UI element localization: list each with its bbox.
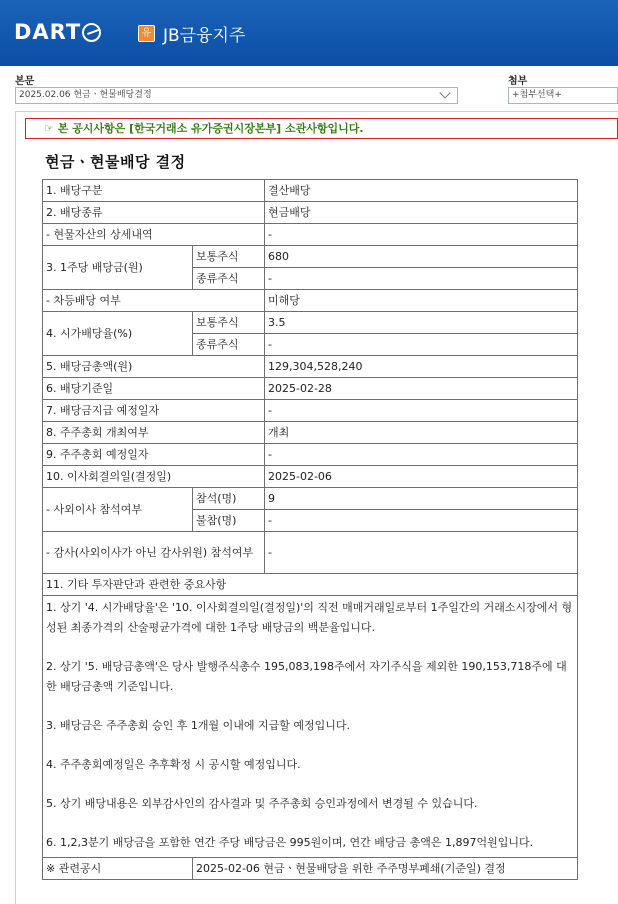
row-label: 11. 기타 투자판단과 관련한 중요사항 xyxy=(43,574,578,596)
row-value: - xyxy=(265,532,578,574)
note-4: 4. 주주총회예정일은 추후확정 시 공시할 예정입니다. xyxy=(46,758,301,771)
row-value: 680 xyxy=(265,246,578,268)
note-5: 5. 상기 배당내용은 외부감사인의 감사결과 및 주주총회 승인과정에서 변경될 수 있습니다. xyxy=(46,797,478,810)
table-row xyxy=(43,858,578,880)
table-row xyxy=(43,202,578,224)
row-label: 9. 주주총회 예정일자 xyxy=(43,444,265,466)
note-6: 6. 1,2,3분기 배당금을 포함한 연간 주당 배당금은 995원이며, 연간 배당금 총액은 1,897억원입니다. xyxy=(46,836,534,849)
row-value: 9 xyxy=(265,488,578,510)
main-doc-select[interactable] xyxy=(15,87,458,104)
row-label: 8. 주주총회 개최여부 xyxy=(43,422,265,444)
row-label: - 사외이사 참석여부 xyxy=(43,488,193,532)
table-row xyxy=(43,246,578,268)
logo-ring-icon xyxy=(82,23,101,42)
note-1: 1. 상기 '4. 시가배당율'은 '10. 이사회결의일(결정일)'의 직전 매매거래일로부터 1주일간의 거래소시장에서 형성된 최종가격의 산술평균가격에 대한 1주당 배당금의 백분율입니다. xyxy=(46,601,573,634)
market-badge-icon: 유 xyxy=(138,25,155,42)
row-label: - 차등배당 여부 xyxy=(43,290,265,312)
table-row xyxy=(43,574,578,596)
row-value: 2025-02-28 xyxy=(265,378,578,400)
row-value: - xyxy=(265,444,578,466)
notes-row xyxy=(43,596,578,858)
row-value: - xyxy=(265,334,578,356)
row-value: 결산배당 xyxy=(265,180,578,202)
company-title xyxy=(138,21,245,46)
row-label: ※ 관련공시 xyxy=(43,858,193,880)
notes-cell xyxy=(43,596,578,858)
row-label: 10. 이사회결의일(결정일) xyxy=(43,466,265,488)
page-title: 현금ㆍ현물배당 결정 xyxy=(45,153,186,171)
row-value: 미해당 xyxy=(265,290,578,312)
row-sublabel: 참석(명) xyxy=(193,488,265,510)
table-row xyxy=(43,466,578,488)
row-value: 129,304,528,240 xyxy=(265,356,578,378)
attach-label: 첨부 xyxy=(508,76,528,87)
table-row xyxy=(43,312,578,334)
row-value: 현금배당 xyxy=(265,202,578,224)
dart-header xyxy=(0,0,618,66)
note-2: 2. 상기 '5. 배당금총액'은 당사 발행주식총수 195,083,198주에서 자기주식을 제외한 190,153,718주에 대한 배당금총액 기준입니다. xyxy=(46,660,567,693)
attach-select-value: +첨부선택+ xyxy=(512,90,562,100)
row-label: 7. 배당금지급 예정일자 xyxy=(43,400,265,422)
table-row xyxy=(43,400,578,422)
table-row xyxy=(43,378,578,400)
row-label: - 감사(사외이사가 아닌 감사위원) 참석여부 xyxy=(43,532,265,574)
row-label: 2. 배당종류 xyxy=(43,202,265,224)
row-label: 1. 배당구분 xyxy=(43,180,265,202)
note-3: 3. 배당금은 주주총회 승인 후 1개월 이내에 지급할 예정입니다. xyxy=(46,719,350,732)
row-sublabel: 불참(명) xyxy=(193,510,265,532)
table-row xyxy=(43,356,578,378)
row-sublabel: 종류주식 xyxy=(193,334,265,356)
row-sublabel: 보통주식 xyxy=(193,312,265,334)
dart-logo[interactable] xyxy=(14,20,101,44)
row-label: - 현물자산의 상세내역 xyxy=(43,224,265,246)
row-label: 3. 1주당 배당금(원) xyxy=(43,246,193,290)
table-row xyxy=(43,488,578,510)
row-label: 6. 배당기준일 xyxy=(43,378,265,400)
table-row xyxy=(43,532,578,574)
row-value: 3.5 xyxy=(265,312,578,334)
attach-select[interactable] xyxy=(508,87,618,104)
row-value: - xyxy=(265,400,578,422)
chevron-down-icon xyxy=(439,87,450,98)
table-row xyxy=(43,290,578,312)
company-name: JB금융지주 xyxy=(163,26,246,46)
row-sublabel: 보통주식 xyxy=(193,246,265,268)
row-value: - xyxy=(265,224,578,246)
related-disclosure-link[interactable]: 2025-02-06 현금ㆍ현물배당을 위한 주주명부폐쇄(기준일) 결정 xyxy=(193,858,578,880)
row-sublabel: 종류주식 xyxy=(193,268,265,290)
row-value: 2025-02-06 xyxy=(265,466,578,488)
table-row xyxy=(43,422,578,444)
table-row xyxy=(43,224,578,246)
logo-text: DART xyxy=(14,20,82,44)
notice-banner: ☞ 본 공시사항은 [한국거래소 유가증권시장본부] 소관사항입니다. xyxy=(25,118,618,139)
main-doc-label: 본문 xyxy=(15,76,35,87)
row-value: - xyxy=(265,268,578,290)
row-label: 5. 배당금총액(원) xyxy=(43,356,265,378)
main-doc-select-value: 2025.02.06 현금ㆍ현물배당결정 xyxy=(19,90,152,100)
row-label: 4. 시가배당율(%) xyxy=(43,312,193,356)
dividend-table xyxy=(42,179,578,880)
row-value: - xyxy=(265,510,578,532)
table-row xyxy=(43,444,578,466)
table-row xyxy=(43,180,578,202)
row-value: 개최 xyxy=(265,422,578,444)
